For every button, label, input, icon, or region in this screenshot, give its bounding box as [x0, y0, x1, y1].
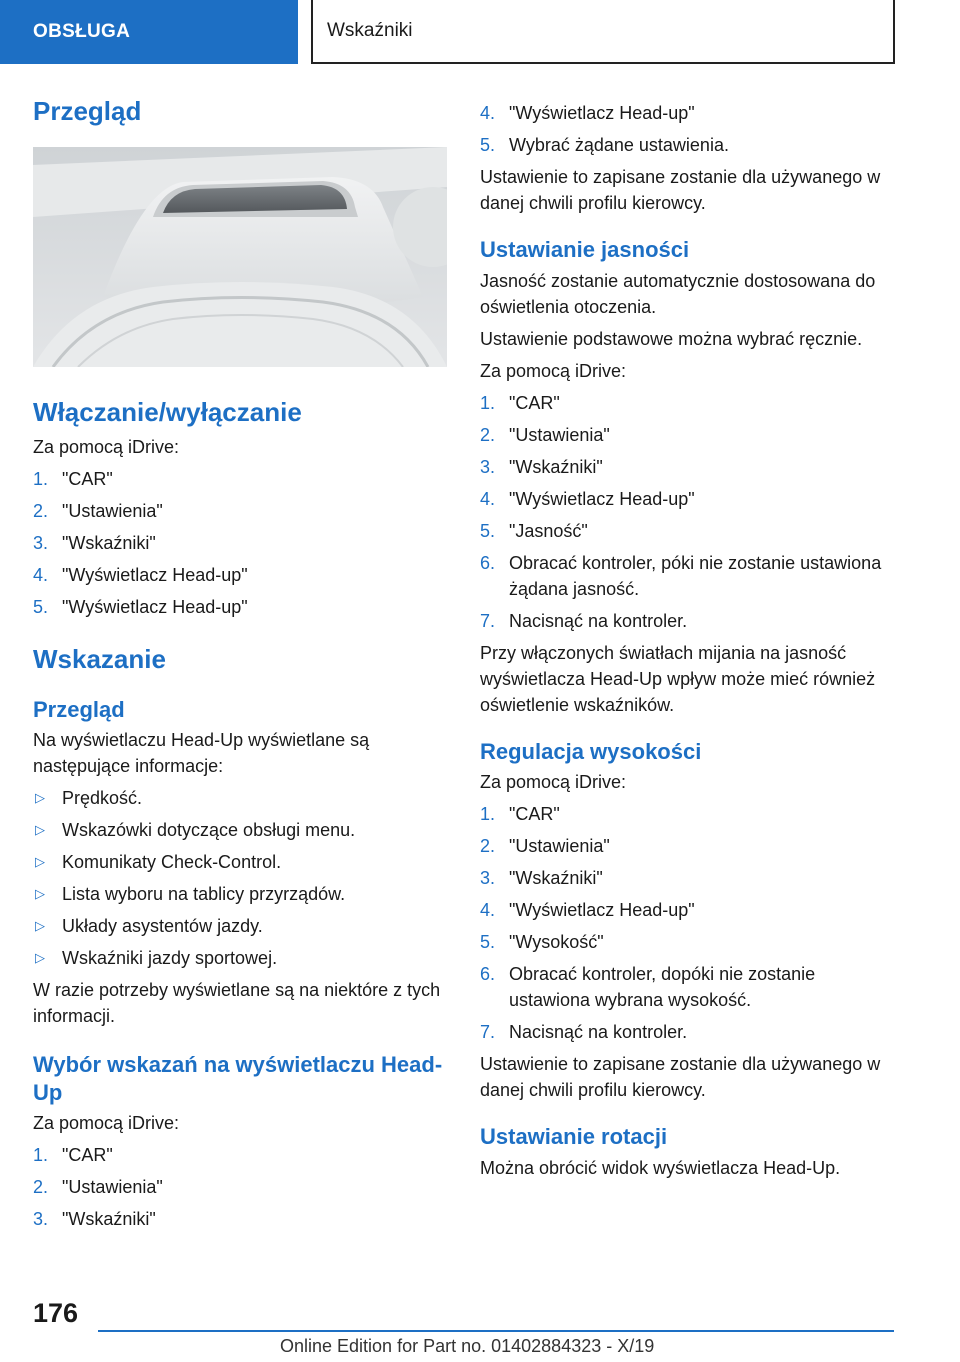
- brightness-paragraph-1: Jasność zostanie automatycznie dostosowana do oświetlenia otoczenia.: [480, 270, 876, 317]
- brightness-steps: [480, 390, 895, 634]
- step-text: "Wyświetlacz Head-up": [509, 103, 695, 123]
- bullet-triangle-icon: ▷: [35, 854, 45, 870]
- step-number: 5.: [480, 135, 496, 155]
- brightness-note: Przy włączonych światłach mijania na jasność wyświetlacza Head-Up wpływ może mieć również oświetlenie wskaźników.: [480, 642, 876, 715]
- list-item: [480, 608, 895, 634]
- step-text: Wybrać żądane ustawienia.: [509, 135, 729, 155]
- bullet-triangle-icon: ▷: [35, 886, 45, 902]
- step-number: 2.: [480, 424, 496, 445]
- list-item: [33, 1142, 447, 1168]
- brightness-paragraph-2: Ustawienie podstawowe można wybrać ręcznie.: [480, 328, 863, 349]
- list-item: [480, 801, 895, 827]
- onoff-intro: Za pomocą iDrive:: [33, 437, 180, 458]
- step-number: 4.: [33, 565, 49, 586]
- step-number: 7.: [480, 1022, 496, 1042]
- chapter-title: Wskaźniki: [327, 20, 413, 41]
- list-item: [33, 945, 447, 971]
- item-text: Wskaźniki jazdy sportowej.: [62, 948, 278, 969]
- step-number: 3.: [480, 868, 496, 888]
- item-text: Układy asystentów jazdy.: [62, 916, 263, 937]
- left-column: [33, 96, 447, 1232]
- list-item: [480, 132, 895, 158]
- step-text: "Wyświetlacz Head-up": [509, 900, 695, 920]
- list-item: [480, 518, 895, 544]
- height-note: Ustawienie to zapisane zostanie dla używanego w danej chwili profilu kierowcy.: [480, 1054, 881, 1100]
- select-steps: [33, 1142, 447, 1232]
- step-text: Obracać kontroler, dopóki nie zostanie ustawiona wybrana wysokość.: [509, 964, 816, 1010]
- heading-height: Regulacja wysokości: [480, 738, 702, 764]
- step-text: "Wskaźniki": [509, 456, 603, 477]
- list-item: [33, 849, 447, 875]
- height-steps: [480, 801, 895, 1045]
- onoff-steps: [33, 466, 447, 620]
- step-text: "Ustawienia": [509, 424, 610, 445]
- step-number: 3.: [33, 1209, 49, 1230]
- step-number: 1.: [480, 392, 496, 413]
- step-number: 2.: [33, 501, 49, 522]
- step-number: 1.: [33, 1145, 49, 1166]
- step-number: 3.: [480, 456, 496, 477]
- step-text: "Wysokość": [509, 932, 604, 952]
- footer-divider: [98, 1330, 894, 1332]
- list-item: [480, 961, 895, 1013]
- step-text: Nacisnąć na kontroler.: [509, 610, 688, 631]
- display-note: W razie potrzeby wyświetlane są na niektóre z tych informacji.: [33, 980, 441, 1027]
- step-text: "Ustawienia": [62, 501, 163, 522]
- chapter-header: [311, 0, 895, 64]
- select-intro: Za pomocą iDrive:: [33, 1113, 180, 1134]
- step-number: 5.: [480, 520, 496, 541]
- item-text: Komunikaty Check-Control.: [62, 852, 282, 873]
- step-number: 7.: [480, 610, 496, 631]
- list-item: [33, 466, 447, 492]
- select-steps-continued: [480, 100, 895, 158]
- step-number: 6.: [480, 964, 496, 984]
- step-text: "Ustawienia": [509, 836, 610, 856]
- list-item: [480, 833, 895, 859]
- step-number: 5.: [33, 597, 49, 618]
- bullet-triangle-icon: ▷: [35, 822, 45, 838]
- heading-overview: Przegląd: [33, 96, 142, 126]
- step-text: Nacisnąć na kontroler.: [509, 1022, 688, 1042]
- step-number: 2.: [33, 1177, 49, 1198]
- item-text: Lista wyboru na tablicy przyrządów.: [62, 884, 346, 905]
- list-item: [480, 422, 895, 448]
- heading-brightness: Ustawianie jasności: [480, 237, 690, 262]
- step-number: 4.: [480, 900, 496, 920]
- item-text: Wskazówki dotyczące obsługi menu.: [62, 820, 356, 841]
- list-item: [33, 530, 447, 556]
- list-item: [480, 454, 895, 480]
- list-item: [480, 390, 895, 416]
- list-item: [33, 913, 447, 939]
- edition-text: Online Edition for Part no. 01402884323 - X/19: [280, 1336, 655, 1356]
- step-number: 6.: [480, 552, 496, 573]
- step-text: "Wskaźniki": [509, 868, 603, 888]
- step-text: "Ustawienia": [62, 1177, 163, 1198]
- list-item: [480, 486, 895, 512]
- display-items: [33, 785, 447, 971]
- list-item: [480, 897, 895, 923]
- step-text: "CAR": [62, 469, 113, 490]
- display-intro: Na wyświetlaczu Head-Up wyświetlane są następujące informacje:: [33, 730, 370, 777]
- list-item: [480, 100, 895, 126]
- step-text: "Wyświetlacz Head-up": [62, 565, 248, 586]
- step-text: Obracać kontroler, póki nie zostanie ustawiona żądana jasność.: [509, 552, 882, 599]
- section-tab: [0, 0, 298, 64]
- page-number: 176: [33, 1298, 79, 1328]
- heading-select-indications: Wybór wskazań na wyświetlaczu Head-Up: [33, 1052, 443, 1105]
- list-item: [33, 881, 447, 907]
- step-number: 4.: [480, 488, 496, 509]
- list-item: [480, 550, 895, 602]
- step-text: "CAR": [62, 1145, 113, 1166]
- bullet-triangle-icon: ▷: [35, 790, 45, 806]
- section-title: OBSŁUGA: [33, 21, 131, 42]
- step-text: "Wskaźniki": [62, 1209, 156, 1230]
- height-intro: Za pomocą iDrive:: [480, 772, 627, 792]
- list-item: [480, 929, 895, 955]
- list-item: [33, 817, 447, 843]
- bullet-triangle-icon: ▷: [35, 950, 45, 966]
- step-number: 3.: [33, 533, 49, 554]
- step-number: 2.: [480, 836, 496, 856]
- list-item: [480, 1019, 895, 1045]
- step-number: 5.: [480, 932, 496, 952]
- step-text: "CAR": [509, 392, 560, 413]
- right-column: [480, 100, 895, 1181]
- list-item: [33, 562, 447, 588]
- heading-on-off: Włączanie/wyłączanie: [33, 397, 302, 428]
- bullet-triangle-icon: ▷: [35, 918, 45, 934]
- step-text: "CAR": [509, 804, 560, 824]
- select-note: Ustawienie to zapisane zostanie dla używanego w danej chwili profilu kierowcy.: [480, 167, 881, 213]
- heading-display: Wskazanie: [33, 644, 166, 675]
- heading-overview-sub: Przegląd: [33, 696, 125, 722]
- head-up-display-photo: [33, 147, 447, 367]
- list-item: [33, 1174, 447, 1200]
- step-number: 4.: [480, 103, 496, 123]
- heading-rotation: Ustawianie rotacji: [480, 1124, 668, 1149]
- item-text: Prędkość.: [62, 788, 143, 809]
- step-text: "Wskaźniki": [62, 533, 156, 554]
- step-text: "Wyświetlacz Head-up": [62, 597, 248, 618]
- step-text: "Wyświetlacz Head-up": [509, 488, 695, 509]
- rotation-paragraph: Można obrócić widok wyświetlacza Head-Up.: [480, 1157, 841, 1178]
- step-number: 1.: [33, 469, 49, 490]
- list-item: [33, 498, 447, 524]
- list-item: [33, 594, 447, 620]
- list-item: [33, 1206, 447, 1232]
- step-number: 1.: [480, 804, 496, 824]
- step-text: "Jasność": [509, 520, 588, 541]
- list-item: [33, 785, 447, 811]
- list-item: [480, 865, 895, 891]
- brightness-intro: Za pomocą iDrive:: [480, 360, 627, 381]
